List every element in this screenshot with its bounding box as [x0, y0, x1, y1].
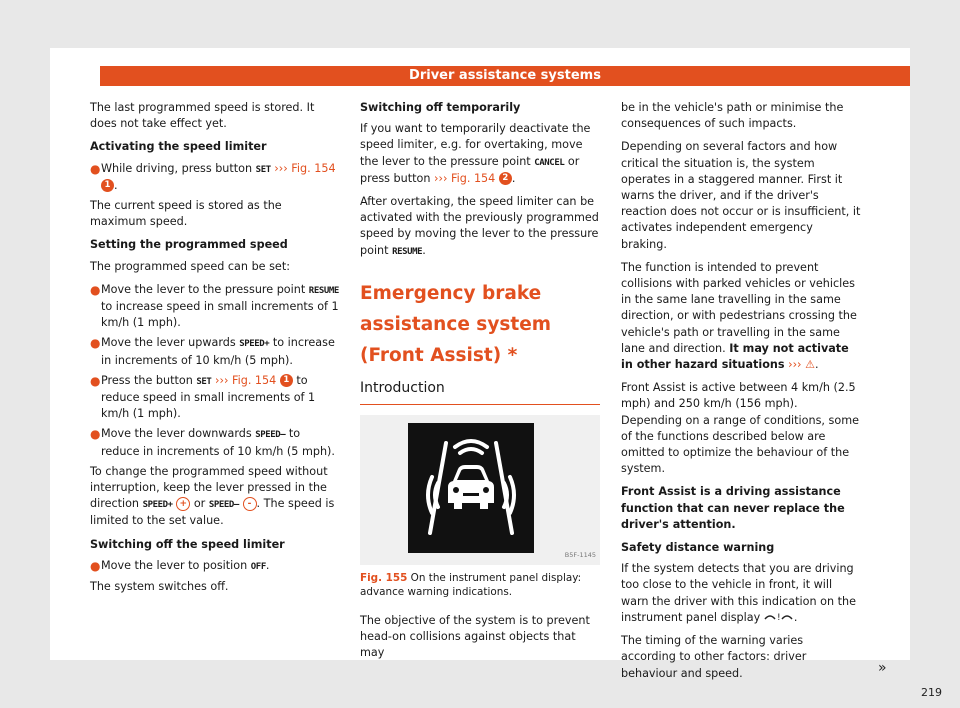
fig-reference-link[interactable]: ››› Fig. 154	[434, 171, 496, 185]
fig-reference-link[interactable]: ››› Fig. 154	[274, 161, 336, 175]
paragraph: If the system detects that you are driving too close to the vehicle in front, it will warn the driver with this indication on the instrument panel display ! .	[621, 562, 856, 624]
figure-label: Fig. 155	[360, 571, 408, 584]
column-2	[360, 100, 600, 668]
key-resume: RESUME	[392, 246, 423, 257]
minus-callout: -	[243, 497, 257, 511]
bullet-icon: ●	[90, 558, 101, 573]
bullet-item: ● Move the lever downwards SPEED– to reduce in increments of 10 km/h (5 mph).	[90, 426, 340, 459]
key-set: SET	[255, 164, 271, 175]
plus-callout: +	[176, 497, 190, 511]
bullet-item: ● While driving, press button SET ››› Fig. 154 1 .	[90, 161, 340, 194]
next-page-icon[interactable]: »	[878, 660, 887, 676]
bullet-icon: ●	[90, 336, 101, 351]
subsection-title: Introduction	[360, 379, 600, 405]
fig-reference-link[interactable]: ››› Fig. 154	[215, 373, 277, 387]
paragraph: The last programmed speed is stored. It does not take effect yet.	[90, 101, 315, 131]
paragraph: Front Assist is active between 4 km/h (2.5 mph) and 250 km/h (156 mph). Depending on a range of conditions, some of the functions described below are omitted to optimize the behaviour of the system.	[621, 381, 859, 476]
paragraph: If you want to temporarily deactivate the speed limiter, e.g. for overtaking, move the lever to the pressure point CANCEL or press button ››› Fig. 154 2 .	[360, 122, 591, 185]
key-set: SET	[196, 376, 212, 387]
paragraph: To change the programmed speed without interruption, keep the lever pressed in the direction SPEED+ + or SPEED– - . The speed is limited to the set value.	[90, 464, 335, 528]
key-cancel: CANCEL	[534, 157, 565, 168]
heading-switching-off-temp: Switching off temporarily	[360, 101, 521, 114]
instrument-display	[408, 423, 534, 553]
warning-reference-link[interactable]: ››› ⚠	[788, 358, 815, 372]
column-1	[90, 100, 340, 602]
svg-text:!: !	[776, 612, 781, 621]
bullet-icon: ●	[90, 161, 101, 176]
bullet-item: ● Move the lever to the pressure point RESUME to increase speed in small increments of 1 km/h (1 mph).	[90, 282, 340, 332]
paragraph: be in the vehicle's path or minimise the consequences of such impacts.	[621, 101, 844, 131]
callout-1: 1	[101, 179, 114, 192]
key-resume: RESUME	[308, 285, 339, 296]
bullet-icon: ●	[90, 373, 101, 388]
paragraph: The objective of the system is to prevent head-on collisions against objects that may	[360, 613, 590, 660]
paragraph: Depending on several factors and how critical the situation is, the system operates in a staggered manner. First it warns the driver, and if the driver's reaction does not occur or is insufficient, it activates independent emergency braking.	[621, 140, 861, 251]
paragraph: The current speed is stored as the maximum speed.	[90, 199, 282, 229]
column-3	[621, 100, 861, 689]
paragraph: The system switches off.	[90, 580, 229, 594]
key-speed-minus: SPEED–	[255, 430, 286, 441]
figure-caption: Fig. 155 On the instrument panel display: advance warning indications.	[360, 571, 582, 598]
bullet-item: ● Move the lever to position OFF.	[90, 558, 340, 575]
warning-triangle-icon: ⚠	[805, 358, 815, 372]
heading-activating: Activating the speed limiter	[90, 140, 267, 154]
callout-1: 1	[280, 374, 293, 387]
banner-title: Driver assistance systems	[409, 68, 601, 83]
figure-code: B5F-1145	[564, 550, 596, 559]
bullet-item: ● Press the button SET ››› Fig. 154 1 to reduce speed in small increments of 1 km/h (1 mph).	[90, 373, 340, 423]
page-number: 219	[921, 686, 942, 699]
bullet-icon: ●	[90, 282, 101, 297]
section-title: Emergency brake assistance system (Front Assist) *	[360, 282, 552, 366]
bullet-item: ● Move the lever upwards SPEED+ to increase in increments of 10 km/h (5 mph).	[90, 335, 340, 368]
paragraph: The programmed speed can be set:	[90, 259, 290, 273]
figure-155	[360, 415, 600, 565]
bullet-icon: ●	[90, 427, 101, 442]
paragraph: The function is intended to prevent collisions with parked vehicles or vehicles in the same lane travelling in the same direction, or with pedestrians crossing the vehicle's path or travelling in the same lane and direction. It may not activate in other hazard situations ››› ⚠.	[621, 260, 857, 372]
key-off: OFF	[250, 561, 266, 572]
heading-safety-distance: Safety distance warning	[621, 541, 775, 555]
paragraph-bold: Front Assist is a driving assistance function that can never replace the driver's attention.	[621, 485, 845, 531]
distance-warning-icon	[764, 611, 794, 624]
manual-page	[50, 48, 942, 699]
paragraph: After overtaking, the speed limiter can be activated with the previously programmed speed by moving the lever to the pressure point RESUME.	[360, 195, 599, 257]
section-banner	[100, 66, 910, 86]
key-speed-plus: SPEED+	[239, 339, 270, 350]
front-assist-warning-icon	[408, 423, 534, 553]
heading-switching-off: Switching off the speed limiter	[90, 537, 285, 551]
callout-2: 2	[499, 172, 512, 185]
paragraph: The timing of the warning varies according to other factors: driver behaviour and speed.	[621, 634, 807, 680]
heading-setting: Setting the programmed speed	[90, 238, 288, 252]
